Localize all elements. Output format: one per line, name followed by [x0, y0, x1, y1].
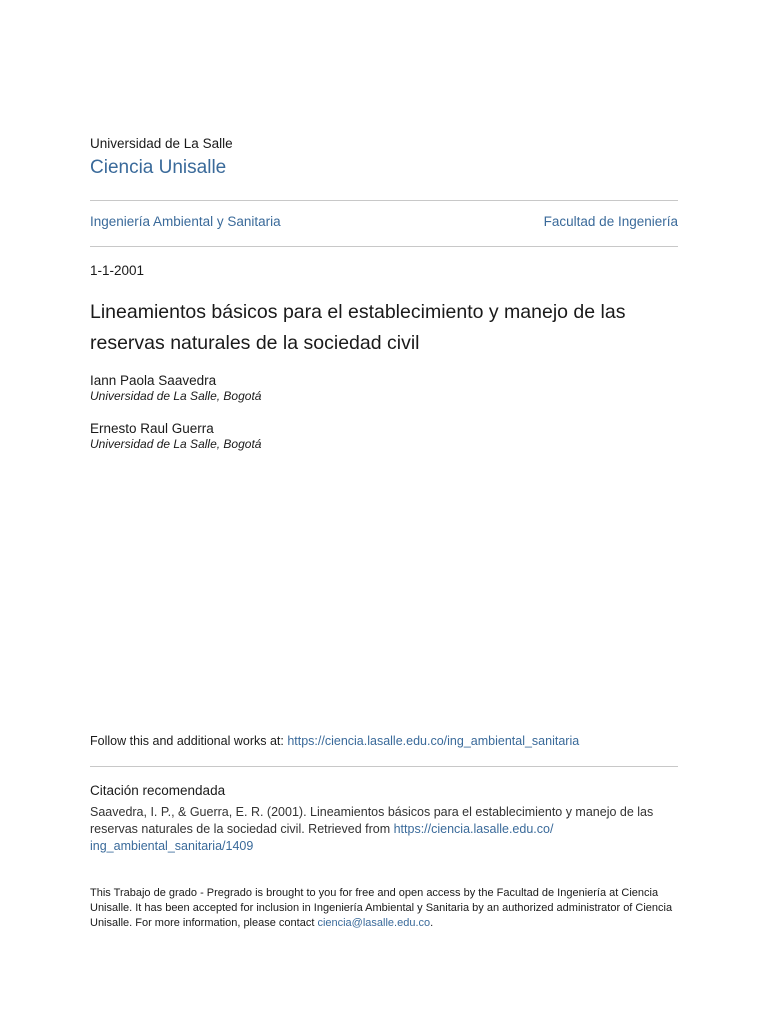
author-affiliation: Universidad de La Salle, Bogotá: [90, 389, 262, 403]
footer-notice: [90, 886, 680, 931]
author: [90, 421, 261, 451]
author-affiliation: Universidad de La Salle, Bogotá: [90, 437, 262, 451]
follow-prefix: Follow this and additional works at:: [90, 734, 288, 748]
author-name: Iann Paola Saavedra: [90, 373, 217, 388]
citation-url-link[interactable]: https://ciencia.lasalle.edu.co/: [393, 822, 554, 836]
institution-name: Universidad de La Salle: [90, 136, 233, 151]
footer-text: This Trabajo de grado - Pregrado is brought to you for free and open access by the Facultad de Ingeniería at Ciencia Unisalle. It has been accepted for inclusion in Ingeniería Ambiental y Sanitaria by an authorized administrator of Ciencia Unisalle. For more information, please contact: [90, 887, 673, 929]
author: [90, 373, 261, 403]
author-name: Ernesto Raul Guerra: [90, 421, 214, 436]
contact-email-link[interactable]: ciencia@lasalle.edu.co: [317, 917, 431, 929]
department-link[interactable]: Ingeniería Ambiental y Sanitaria: [90, 214, 281, 229]
divider: [90, 200, 678, 201]
repository-link[interactable]: Ciencia Unisalle: [90, 157, 227, 178]
footer-end: .: [430, 917, 434, 929]
divider: [90, 766, 678, 767]
publication-date: 1-1-2001: [90, 263, 145, 278]
divider: [90, 246, 678, 247]
citation-block: [90, 804, 680, 855]
citation-heading: Citación recomendada: [90, 783, 226, 798]
citation-text: Saavedra, I. P., & Guerra, E. R. (2001). Lineamientos básicos para el establecimiento y manejo de las reservas naturales de la sociedad civil. Retrieved from: [90, 805, 654, 836]
faculty-link[interactable]: Facultad de Ingeniería: [543, 214, 678, 229]
document-title: Lineamientos básicos para el establecimiento y manejo de las reservas naturales de la sociedad civil: [90, 301, 626, 354]
follow-line: [90, 734, 579, 748]
citation-url-link-cont[interactable]: ing_ambiental_sanitaria/1409: [90, 839, 254, 853]
collection-link[interactable]: https://ciencia.lasalle.edu.co/ing_ambiental_sanitaria: [287, 734, 580, 748]
